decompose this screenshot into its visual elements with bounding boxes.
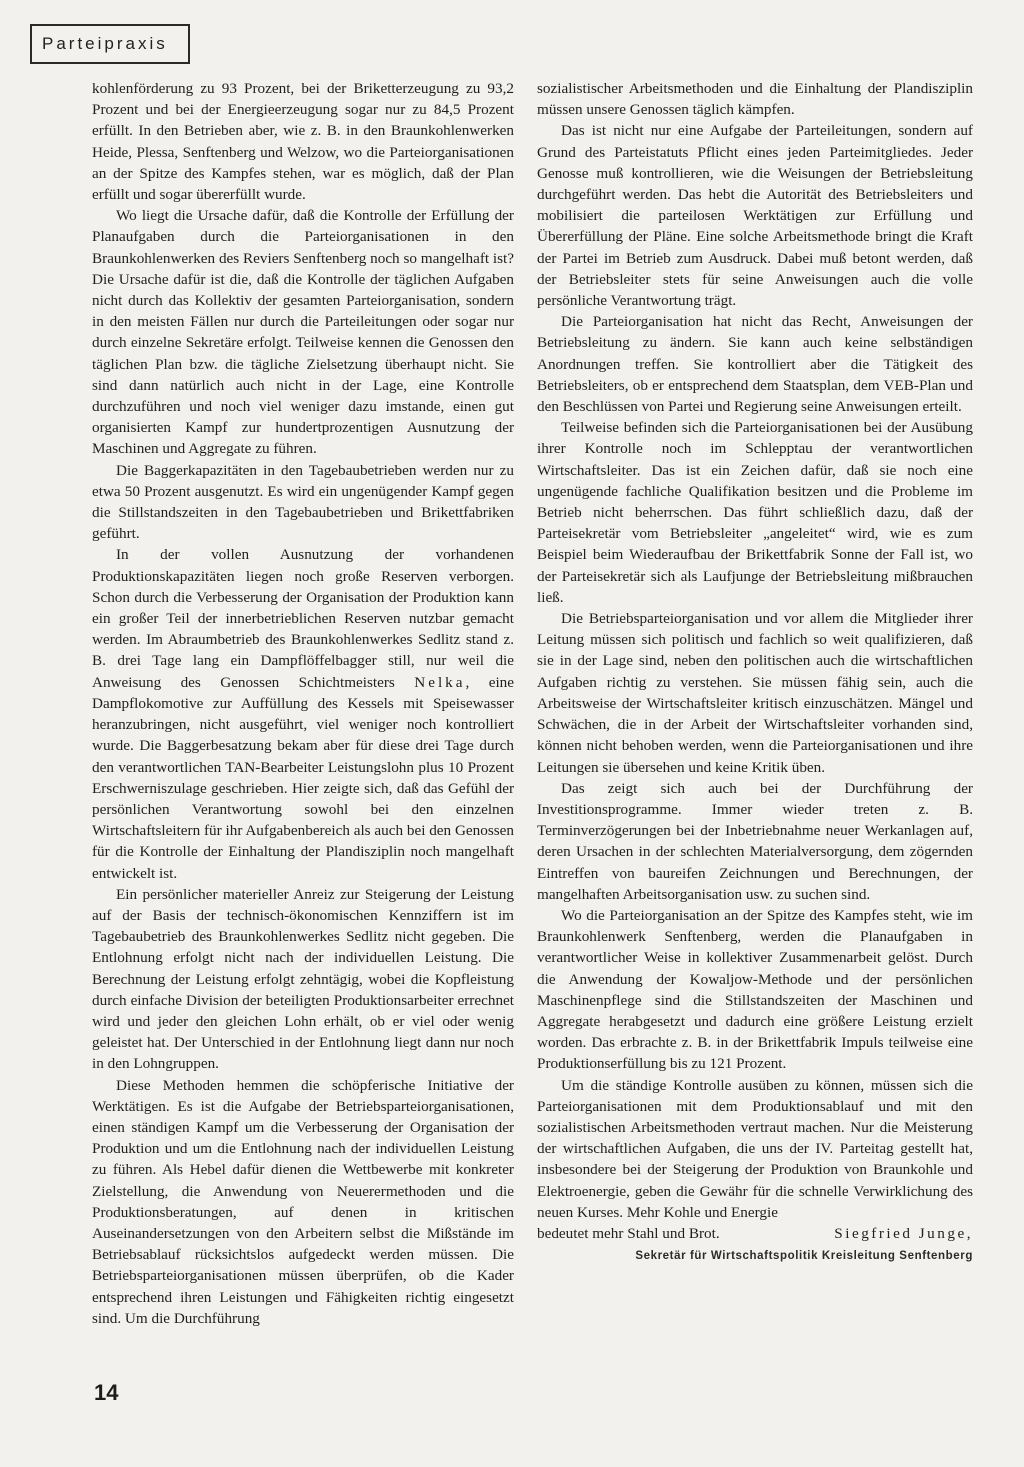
paragraph: Ein persönlicher materieller Anreiz zur Steigerung der Leistung auf der Basis der technisch-ökonomischen Kennziffern ist im Tagebaubetrieb des Braunkohlenwerkes Sedlitz nicht gegeben. Die Entlohnung erfolgt nicht nach der individuellen Leistung. Die Berechnung der Leistung erfolgt zehntägig, wobei die Kopfleistung durch einfache Division der beteiligten Produktionsarbeiter errechnet wird und jeder den gleichen Lohn erhält, ob er viel oder wenig geleistet hat. Der Unterschied in der Entlohnung liegt dann nur noch in den Lohngruppen. [92,885,514,1073]
paragraph: Die Baggerkapazitäten in den Tagebaubetrieben werden nur zu etwa 50 Prozent ausgenutzt. Es wird ein ungenügender Kampf gegen die Stillstandszeiten in den Tagebaubetrieben und Brikettfabriken geführt. [92,461,514,543]
paragraph [92,544,514,883]
closing-line: bedeutet mehr Stahl und Brot. [537,1224,720,1242]
author-signature: Siegfried Junge, [834,1224,973,1242]
paragraph: Das ist nicht nur eine Aufgabe der Parteileitungen, sondern auf Grund des Parteistatuts Pflicht eines jeden Parteimitgliedes. Jeder Genosse muß kontrollieren, wie die Weisungen der Betriebsleitung durchgeführt werden. Das hebt die Autorität des Betriebsleiters und mobilisiert die parteilosen Werktätigen zur Erfüllung und Übererfüllung der Pläne. Eine solche Arbeitsmethode bringt die Kraft der Partei im Betrieb zum Ausdruck. Dabei muß betont werden, daß der Betriebsleiter stets für seine Anweisungen auch die volle persönliche Verantwortung trägt. [537,122,973,310]
paragraph: kohlenförderung zu 93 Prozent, bei der Briketterzeugung zu 93,2 Prozent und bei der Energieerzeugung sogar nur zu 84,5 Prozent erfüllt. In den Betrieben aber, wie z. B. in den Braunkohlenwerken Heide, Plessa, Senftenberg und Welzow, wo die Parteiorganisationen an der Spitze des Kampfes stehen, war es möglich, daß der Plan erfüllt und sogar übererfüllt wurde. [92,80,514,204]
left-column [92,78,514,1329]
section-header-label: Parteipraxis [42,34,168,53]
paragraph: Diese Methoden hemmen die schöpferische Initiative der Werktätigen. Es ist die Aufgabe der Betriebsparteiorganisationen, einen ständigen Kampf um die Verbesserung der Organisation der Produktion und um die Entlohnung nach der individuellen Leistung zu führen. Als Hebel dafür dienen die Wettbewerbe mit konkreter Zielstellung, die Anwendung von Neuerermethoden und die Produktionsberatungen, auf denen in kritischen Auseinandersetzungen von den Arbeitern selbst die Mißstände im Betriebsablauf rücksichtslos aufgedeckt werden müssen. Die Betriebsparteiorganisationen müssen überprüfen, ob die Kader entsprechend ihren Leistungen und Fähigkeiten richtig eingesetzt sind. Um die Durchführung [92,1076,514,1327]
signature-line [537,1223,973,1244]
right-column [537,78,973,1262]
paragraph: Das zeigt sich auch bei der Durchführung der Investitionsprogramme. Immer wieder treten z. B. Terminverzögerungen bei der Inbetriebnahme neuer Werkanlagen auf, deren Ursachen in der schlechten Materialversorgung, dem zögernden Eintreffen von baureifen Zeichnungen und Berechnungen, der mangelhaften Arbeitsorganisation usw. zu suchen sind. [537,779,973,903]
spaced-name: Nelka [414,673,466,691]
paragraph-text: , eine Dampflokomotive zur Auffüllung des Kessels mit Speisewasser heranzubringen, nicht ausgeführt, viel weniger noch kontrolliert wurde. Die Baggerbesatzung bekam aber für diese drei Tage durch den verantwortlichen TAN-Bearbeiter Leistungslohn plus 10 Prozent Erschwerniszulage geschrieben. Hier zeigte sich, daß das Gefühl der persönlichen Verantwortung sowohl bei den einzelnen Wirtschaftsleitern für ihr Aufgabenbereich als auch bei den Genossen für die Kontrolle der Einhaltung der Plandisziplin noch mangelhaft entwickelt ist. [92,673,515,882]
paragraph: Wo liegt die Ursache dafür, daß die Kontrolle der Erfüllung der Planaufgaben durch die Parteiorganisationen in den Braunkohlenwerken des Reviers Senftenberg noch so mangelhaft ist? Die Ursache dafür ist die, daß die Kontrolle der täglichen Aufgaben nicht durch das Kollektiv der gesamten Parteiorganisation, sondern in den meisten Fällen nur durch die Parteileitungen oder sogar nur durch einzelne Sekretäre erfolgt. Teilweise kennen die Genossen den täglichen Plan bzw. die tägliche Zielsetzung überhaupt nicht. Sie sind dann natürlich auch nicht in der Lage, eine Kontrolle durchzuführen und noch viel weniger dazu imstande, einen gut organisierten Kampf zur hundertprozentigen Ausnutzung der Maschinen und Aggregate zu führen. [92,207,514,458]
paragraph: sozialistischer Arbeitsmethoden und die Einhaltung der Plandisziplin müssen unsere Genossen täglich kämpfen. [537,80,973,119]
paragraph: Die Betriebsparteiorganisation und vor allem die Mitglieder ihrer Leitung müssen sich politisch und fachlich so weit qualifizieren, daß sie in der Lage sind, neben den politischen auch die wirtschaftlichen Aufgaben richtig zu verstehen. Sie müssen fähig sein, auch die Arbeitsweise der Wirtschaftsleiter kritisch einzuschätzen. Mängel und Schwächen, die in der Arbeit der Wirtschaftsleiter vorhanden sind, können nicht behoben werden, wenn die Parteiorganisationen und ihre Leitungen sie übersehen und keine Kritik üben. [537,610,973,776]
paragraph-text: In der vollen Ausnutzung der vorhandenen Produktionskapazitäten liegen noch große Reserven verborgen. Schon durch die Verbesserung der Organisation der Produktion kann ein großer Teil der innerbetrieblichen Reserven nutzbar gemacht werden. Im Abraumbetrieb des Braunkohlenwerkes Sedlitz stand z. B. drei Tage lang ein Dampflöffelbagger still, nur weil die Anweisung des Genossen Schichtmeisters [92,546,514,691]
paragraph: Teilweise befinden sich die Parteiorganisationen bei der Ausübung ihrer Kontrolle noch im Schlepptau der verantwortlichen Wirtschaftsleiter. Das ist ein Zeichen dafür, daß sie noch eine ungenügende fachliche Qualifikation besitzen und die Probleme im Betrieb nicht beherrschen. Das führt schließlich dazu, daß der Parteisekretär vom Betriebsleiter „angeleitet“ wird, wie es zum Beispiel beim Wiederaufbau der Brikettfabrik Sonne der Fall ist, wo der Parteisekretär sich als Laufjunge der Betriebsleitung mißbrauchen ließ. [537,419,973,606]
author-affiliation: Sekretär für Wirtschaftspolitik Kreisleitung Senftenberg [635,1250,973,1263]
page-number: 14 [94,1380,119,1405]
paragraph: Die Parteiorganisation hat nicht das Recht, Anweisungen der Betriebsleitung zu ändern. Sie kann auch keine selbständigen Anordnungen treffen. Sie kontrolliert aber die Tätigkeit des Betriebsleiters, ob er entsprechend dem Staatsplan, dem VEB-Plan und den Beschlüssen von Partei und Regierung seine Anweisungen erteilt. [537,313,973,416]
paragraph: Um die ständige Kontrolle ausüben zu können, müssen sich die Parteiorganisationen mit dem Produktionsablauf und mit den sozialistischen Arbeitsmethoden vertraut machen. Nur die Meisterung der wirtschaftlichen Aufgaben, die uns der IV. Parteitag gestellt hat, insbesondere bei der Steigerung der Produktion von Braunkohle und Elektroenergie, geben die Gewähr für die schnelle Verwirklichung des neuen Kurses. Mehr Kohle und Energie [537,1076,973,1221]
paragraph: Wo die Parteiorganisation an der Spitze des Kampfes steht, wie im Braunkohlenwerk Senftenberg, werden die Planaufgaben in verantwortlicher Weise in kollektiver Zusammenarbeit gelöst. Durch die Anwendung der Kowaljow-Methode und der persönlichen Maschinenpflege sind die Stillstandszeiten der Maschinen und Aggregate herabgesetzt und dadurch eine größere Leistung erzielt worden. Das erbrachte z. B. in der Brikettfabrik Impuls teilweise eine Produktionserfüllung bis zu 121 Prozent. [537,906,973,1073]
section-header-box [30,24,190,64]
